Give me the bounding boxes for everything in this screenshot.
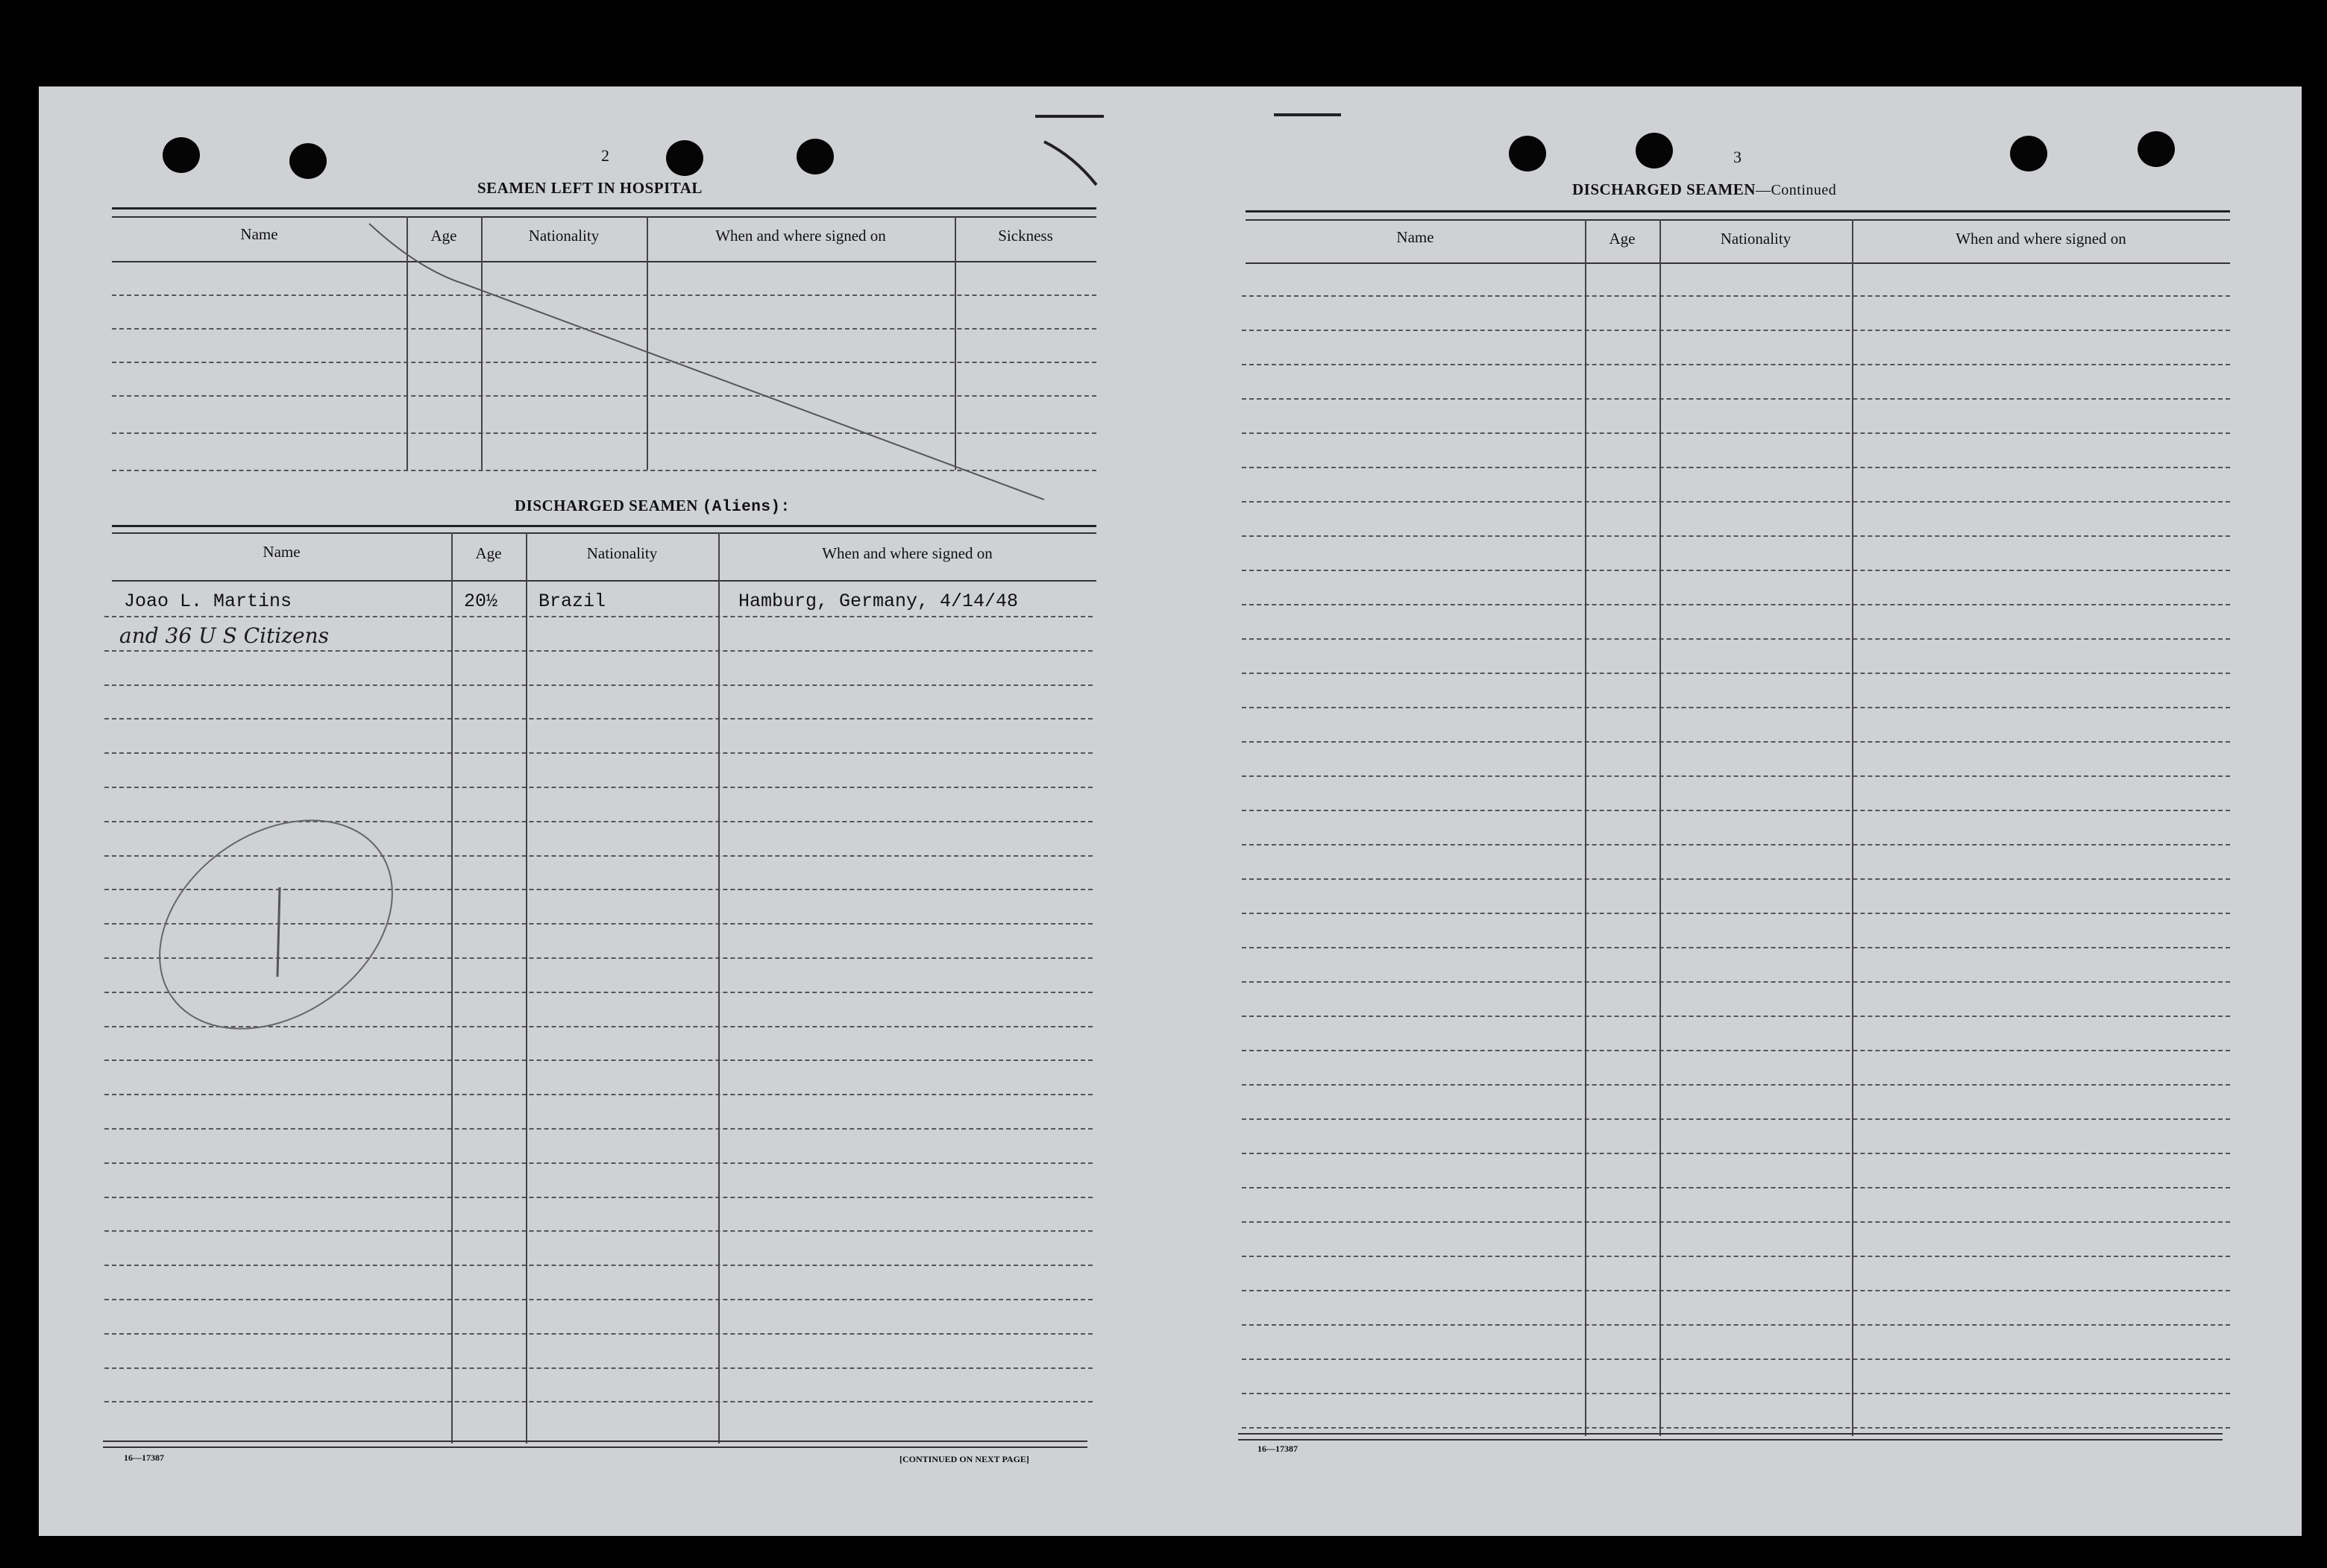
form-number-left: 16—17387 [124,1452,164,1463]
column-header-age: Age [1609,230,1636,248]
pencil-circle [120,778,432,1072]
column-header-nationality: Nationality [528,227,600,245]
page-number-right: 3 [1733,148,1742,166]
right-title-suffix: —Continued [1755,182,1837,198]
seaman-signed-on: Hamburg, Germany, 4/14/48 [738,591,1019,612]
column-header-signed-on: When and where signed on [715,227,886,245]
continued-note: [CONTINUED ON NEXT PAGE] [899,1454,1029,1464]
hospital-section-title: SEAMEN LEFT IN HOSPITAL [477,179,703,197]
discharged-title-main: DISCHARGED SEAMEN [515,497,698,514]
column-header-nationality: Nationality [586,544,658,562]
column-header-name: Name [240,225,278,243]
discharged-title-suffix: (Aliens): [702,499,791,516]
column-header-signed-on: When and where signed on [822,544,993,562]
right-title-main: DISCHARGED SEAMEN [1572,180,1756,198]
column-header-age: Age [475,544,502,562]
column-header-name: Name [1396,228,1434,246]
column-header-signed-on: When and where signed on [1956,230,2126,248]
handwritten-note: and 36 U S Citizens [119,623,329,648]
column-header-nationality: Nationality [1720,230,1791,248]
column-header-name: Name [263,543,301,561]
pencil-strike-line [369,224,1044,500]
column-header-age: Age [430,227,457,245]
seaman-name: Joao L. Martins [124,591,292,612]
form-number-right: 16—17387 [1257,1443,1298,1454]
seaman-age: 20½ [464,591,498,612]
page-number-left: 2 [601,146,609,165]
pencil-mark [1044,142,1096,185]
pencil-check [277,887,280,977]
column-header-sickness: Sickness [998,227,1053,245]
seaman-nationality: Brazil [538,591,606,612]
